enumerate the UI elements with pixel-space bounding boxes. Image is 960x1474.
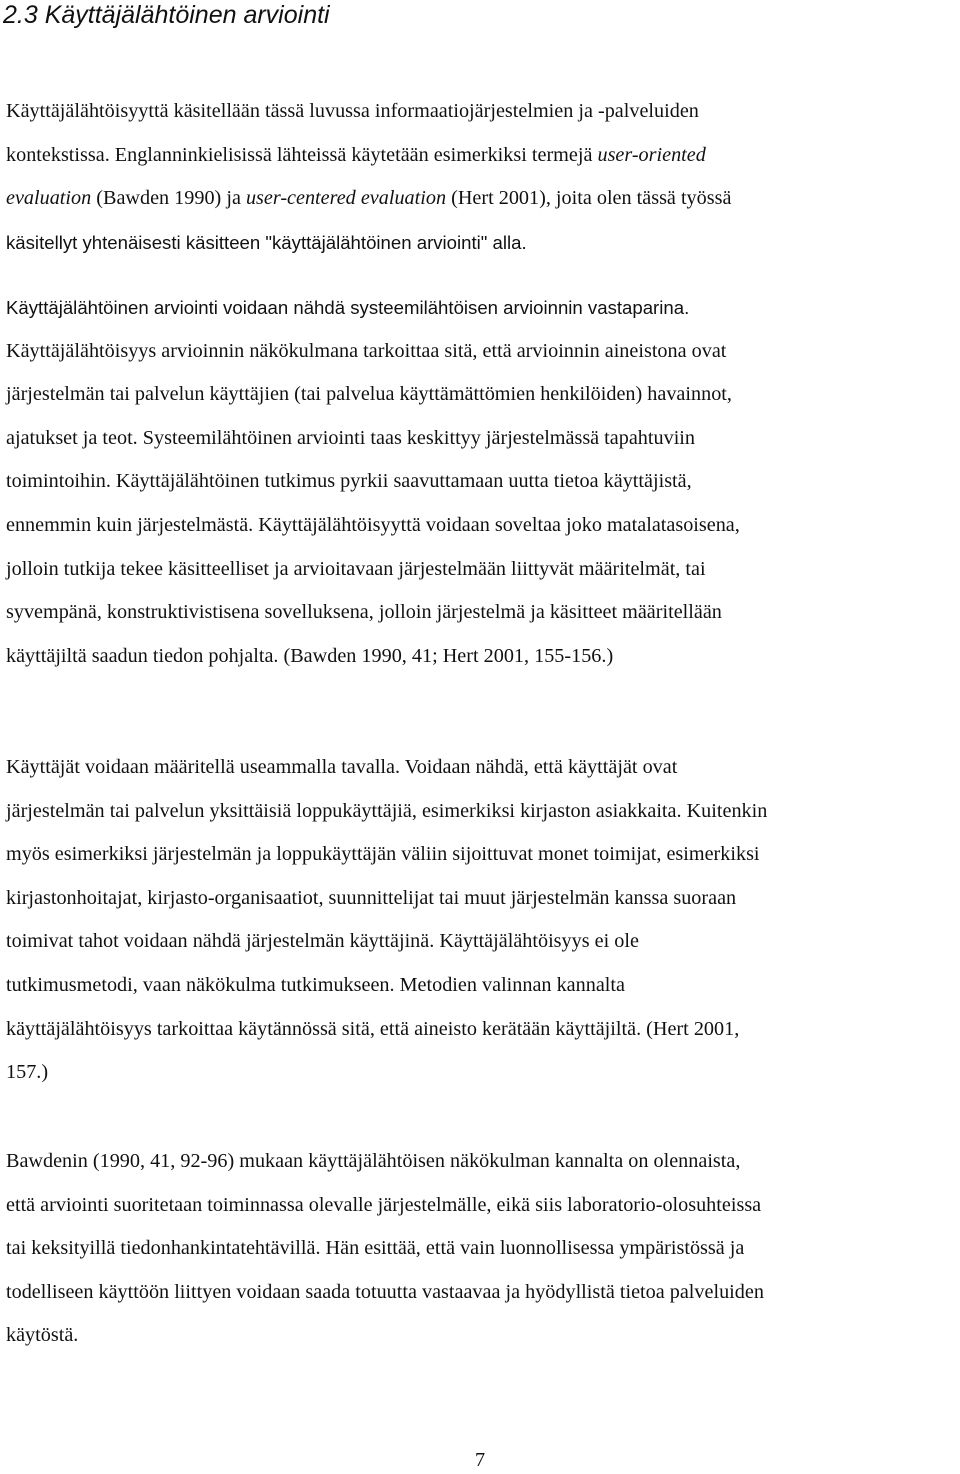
paragraph-3-line-2: järjestelmän tai palvelun yksittäisiä loppukäyttäjiä, esimerkiksi kirjaston asiakkaita. Kuitenkin	[6, 799, 768, 822]
paragraph-4-line-1: Bawdenin (1990, 41, 92-96) mukaan käyttäjälähtöisen näkökulman kannalta on olennaista,	[6, 1150, 741, 1172]
paragraph-2-line-3: järjestelmän tai palvelun käyttäjien (tai palvelua käyttämättömien henkilöiden) havainnot,	[6, 383, 732, 406]
paragraph-3-line-6: tutkimusmetodi, vaan näkökulma tutkimukseen. Metodien valinnan kannalta	[6, 973, 625, 996]
paragraph-1-line-2-text: kontekstissa. Englanninkielisissä lähteissä käytetään esimerkiksi termejä	[6, 143, 598, 166]
term-evaluation: evaluation	[6, 187, 92, 210]
paragraph-3	[6, 746, 936, 1095]
paragraph-1-line-3-text-a: (Bawden 1990) ja	[91, 187, 246, 210]
paragraph-4-line-3: tai keksityillä tiedonhankintatehtävillä. Hän esittää, että vain luonnollisessa ympäristössä ja	[6, 1237, 745, 1260]
paragraph-3-line-8: 157.)	[6, 1061, 49, 1084]
paragraph-4-line-2: että arviointi suoritetaan toiminnassa olevalle järjestelmälle, eikä siis laboratorio-olosuhteissa	[6, 1193, 762, 1216]
paragraph-3-line-7: käyttäjälähtöisyys tarkoittaa käytännössä sitä, että aineisto kerätään käyttäjiltä. (Hert 2001,	[6, 1017, 740, 1040]
paragraph-3-line-4: kirjastonhoitajat, kirjasto-organisaatiot, suunnittelijat tai muut järjestelmän kanssa suoraan	[6, 886, 737, 909]
paragraph-1-line-2	[6, 134, 936, 178]
paragraph-2-line-2: Käyttäjälähtöisyys arvioinnin näkökulmana tarkoittaa sitä, että arvioinnin aineistona ovat	[6, 339, 727, 362]
paragraph-2-line-6: ennemmin kuin järjestelmästä. Käyttäjälähtöisyyttä voidaan soveltaa joko matalatasoisena,	[6, 513, 740, 536]
paragraph-1-line-4: käsitellyt yhtenäisesti käsitteen "käyttäjälähtöinen arviointi" alla.	[6, 231, 527, 253]
term-user-oriented: user-oriented	[597, 143, 706, 166]
paragraph-3-line-5: toimivat tahot voidaan nähdä järjestelmän käyttäjinä. Käyttäjälähtöisyys ei ole	[6, 930, 639, 953]
paragraph-4	[6, 1140, 936, 1358]
paragraph-1	[6, 90, 936, 264]
paragraph-2-line-9: käyttäjiltä saadun tiedon pohjalta. (Bawden 1990, 41; Hert 2001, 155-156.)	[6, 644, 614, 667]
paragraph-2-line-4: ajatukset ja teot. Systeemilähtöinen arviointi taas keskittyy järjestelmässä tapahtuviin	[6, 426, 696, 449]
paragraph-1-line-1: Käyttäjälähtöisyyttä käsitellään tässä luvussa informaatiojärjestelmien ja -palveluiden	[6, 100, 699, 122]
page-number: 7	[474, 1449, 486, 1471]
paragraph-3-line-3: myös esimerkiksi järjestelmän ja loppukäyttäjän väliin sijoittuvat monet toimijat, esimerkiksi	[6, 843, 760, 866]
paragraph-2-line-8: syvempänä, konstruktivistisena sovelluksena, jolloin järjestelmä ja käsitteet määritellään	[6, 601, 722, 624]
paragraph-3-line-1: Käyttäjät voidaan määritellä useammalla tavalla. Voidaan nähdä, että käyttäjät ovat	[6, 756, 678, 778]
paragraph-1-line-3-text-b: (Hert 2001), joita olen tässä työssä	[446, 187, 732, 210]
paragraph-2	[6, 286, 936, 678]
paragraph-2-line-1: Käyttäjälähtöinen arviointi voidaan nähdä systeemilähtöisen arvioinnin vastaparina.	[6, 297, 690, 318]
section-heading: 2.3 Käyttäjälähtöinen arviointi	[3, 1, 330, 29]
paragraph-4-line-5: käytöstä.	[6, 1324, 79, 1347]
paragraph-1-line-3	[6, 177, 936, 221]
term-user-centered-evaluation: user-centered evaluation	[245, 187, 447, 210]
paragraph-2-line-7: jolloin tutkija tekee käsitteelliset ja arvioitavaan järjestelmään liittyvät määritelmät, tai	[6, 557, 706, 580]
paragraph-2-line-5: toimintoihin. Käyttäjälähtöinen tutkimus pyrkii saavuttamaan uutta tietoa käyttäjistä,	[6, 470, 692, 493]
paragraph-4-line-4: todelliseen käyttöön liittyen voidaan saada totuutta vastaavaa ja hyödyllistä tietoa palveluiden	[6, 1280, 764, 1303]
